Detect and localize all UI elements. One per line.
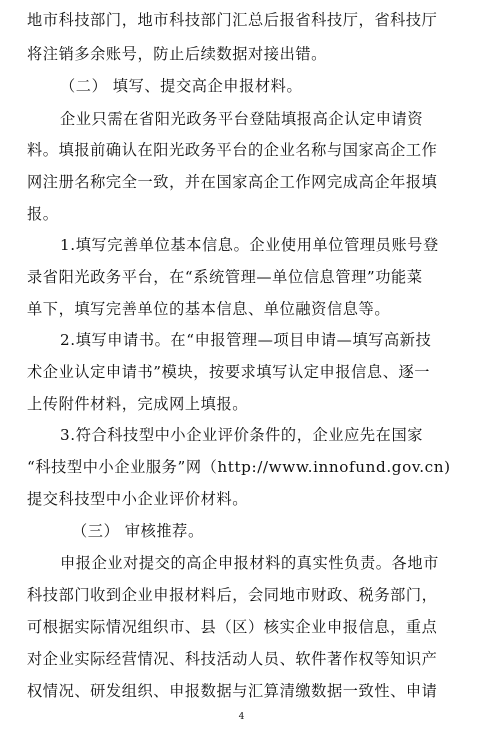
paragraph-line: 料。填报前确认在阳光政务平台的企业名称与国家高企工作 xyxy=(27,141,438,159)
section-heading: （三） 审核推荐。 xyxy=(72,522,204,540)
paragraph-line: 提交科技型中小企业评价材料。 xyxy=(27,490,249,508)
section-heading: （二） 填写、提交高企申报材料。 xyxy=(60,77,303,95)
paragraph-line: 将注销多余账号，防止后续数据对接出错。 xyxy=(27,45,327,63)
paragraph-line: 网注册名称完全一致，并在国家高企工作网完成高企年报填 xyxy=(27,173,438,191)
paragraph-line: “科技型中小企业服务”网（http://www.innofund.gov.cn) xyxy=(27,458,451,476)
paragraph-line: 上传附件材料，完成网上填报。 xyxy=(27,395,249,413)
paragraph-line: 科技部门收到企业申报材料后，会同地市财政、税务部门， xyxy=(27,586,438,604)
paragraph-line: 单下，填写完善单位的基本信息、单位融资信息等。 xyxy=(27,300,391,318)
paragraph-line: 1.填写完善单位基本信息。企业使用单位管理员账号登 xyxy=(60,236,439,254)
paragraph-line: 地市科技部门，地市科技部门汇总后报省科技厅，省科技厅 xyxy=(27,11,438,29)
paragraph-line: 术企业认定申请书”模块，按要求填写认定申报信息、逐一 xyxy=(27,363,431,381)
page-number: 4 xyxy=(238,712,245,722)
paragraph-line: 对企业实际经营情况、科技活动人员、软件著作权等知识产 xyxy=(27,650,438,668)
paragraph-line: 申报企业对提交的高企申报材料的真实性负责。各地市 xyxy=(60,554,439,572)
paragraph-line: 企业只需在省阳光政务平台登陆填报高企认定申请资 xyxy=(60,110,424,128)
paragraph-line: 3.符合科技型中小企业评价条件的，企业应先在国家 xyxy=(60,426,424,444)
paragraph-line: 2.填写申请书。在“申报管理—项目申请—填写高新技 xyxy=(60,331,432,349)
paragraph-line: 报。 xyxy=(27,205,59,223)
paragraph-line: 权情况、研发组织、申报数据与汇算清缴数据一致性、申请 xyxy=(27,682,438,700)
paragraph-line: 可根据实际情况组织市、县（区）核实企业申报信息，重点 xyxy=(27,618,438,636)
paragraph-line: 录省阳光政务平台，在“系统管理—单位信息管理”功能菜 xyxy=(27,268,423,286)
